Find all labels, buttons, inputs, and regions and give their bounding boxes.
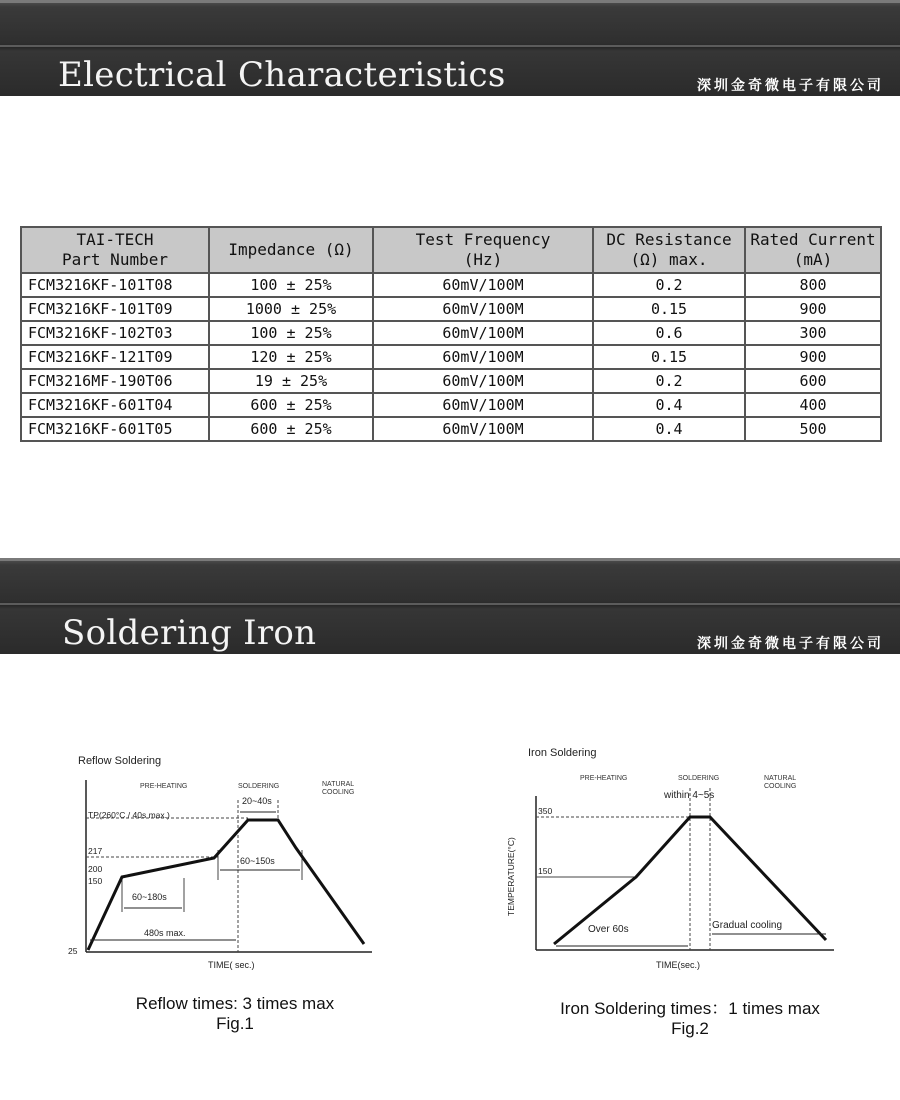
impedance-cell: 600 ± 25% (209, 393, 373, 417)
fig1-x-label: TIME( sec.) (208, 960, 255, 970)
electrical-characteristics-banner (0, 0, 900, 96)
fig1-caption (110, 994, 360, 1034)
table-row (21, 345, 881, 369)
fig2-phase-cooling-1: NATURAL (764, 775, 797, 782)
reflow-soldering-diagram (60, 740, 380, 980)
iron-soldering-diagram (500, 736, 840, 980)
fig2-phase-preheat: PRE-HEATING (580, 775, 628, 782)
test-frequency-cell: 60mV/100M (373, 345, 593, 369)
iron-profile-svg (500, 736, 840, 980)
dc-resistance-cell: 0.2 (593, 369, 745, 393)
part-number-cell: FCM3216MF-190T06 (21, 369, 209, 393)
fig1-tp-label: TP(260°C / 40s max.) (88, 810, 170, 820)
dc-resistance-cell: 0.15 (593, 345, 745, 369)
dc-resistance-cell: 0.15 (593, 297, 745, 321)
reflow-profile-svg (60, 740, 380, 980)
section-title: Soldering Iron (62, 613, 317, 653)
dc-resistance-cell: 0.4 (593, 393, 745, 417)
impedance-cell: 100 ± 25% (209, 321, 373, 345)
rated-current-cell: 600 (745, 369, 881, 393)
part-number-cell: FCM3216KF-101T09 (21, 297, 209, 321)
fig2-caption-line1: Iron Soldering times：1 times max (560, 999, 820, 1018)
table-row (21, 369, 881, 393)
fig2-150-label: 150 (538, 866, 553, 876)
fig2-gradual-label: Gradual cooling (712, 920, 783, 931)
part-number-cell: FCM3216KF-121T09 (21, 345, 209, 369)
test-frequency-cell: 60mV/100M (373, 321, 593, 345)
fig1-phase-cooling-2: COOLING (322, 789, 355, 796)
header-dc-resistance: DC Resistance (Ω) max. (593, 227, 745, 273)
fig1-heading: Reflow Soldering (78, 755, 162, 767)
part-number-cell: FCM3216KF-101T08 (21, 273, 209, 297)
electrical-spec-table (20, 226, 882, 442)
fig1-150-label: 150 (88, 876, 103, 886)
test-frequency-cell: 60mV/100M (373, 369, 593, 393)
rated-current-cell: 800 (745, 273, 881, 297)
fig2-350-label: 350 (538, 806, 553, 816)
fig1-phase-preheat: PRE-HEATING (140, 783, 188, 790)
dc-resistance-cell: 0.2 (593, 273, 745, 297)
rated-current-cell: 300 (745, 321, 881, 345)
soldering-iron-banner (0, 558, 900, 654)
table-row (21, 417, 881, 441)
table-row (21, 297, 881, 321)
fig2-within-label: within 4~5s (664, 790, 715, 801)
fig1-200-label: 200 (88, 864, 103, 874)
impedance-cell: 1000 ± 25% (209, 297, 373, 321)
section-title: Electrical Characteristics (58, 55, 506, 95)
test-frequency-cell: 60mV/100M (373, 417, 593, 441)
part-number-cell: FCM3216KF-601T04 (21, 393, 209, 417)
test-frequency-cell: 60mV/100M (373, 393, 593, 417)
company-name: 深圳金奇微电子有限公司 (697, 636, 884, 652)
fig1-60-150-label: 60~150s (240, 856, 275, 866)
fig2-phase-soldering: SOLDERING (678, 775, 720, 782)
fig1-caption-line1: Reflow times: 3 times max (135, 994, 335, 1013)
impedance-cell: 120 ± 25% (209, 345, 373, 369)
fig2-x-label: TIME(sec.) (656, 960, 700, 970)
header-part-number: TAI-TECH Part Number (21, 227, 209, 273)
table-row (21, 273, 881, 297)
fig2-caption (540, 994, 840, 1039)
fig1-25-label: 25 (68, 946, 78, 956)
fig1-480-label: 480s max. (144, 928, 186, 938)
header-test-frequency: Test Frequency (Hz) (373, 227, 593, 273)
part-number-cell: FCM3216KF-601T05 (21, 417, 209, 441)
fig1-20-40-label: 20~40s (242, 796, 272, 806)
table-row (21, 321, 881, 345)
header-impedance: Impedance (Ω) (209, 227, 373, 273)
impedance-cell: 19 ± 25% (209, 369, 373, 393)
fig1-phase-soldering: SOLDERING (238, 783, 280, 790)
rated-current-cell: 900 (745, 297, 881, 321)
table-header-row (21, 227, 881, 273)
test-frequency-cell: 60mV/100M (373, 273, 593, 297)
fig1-phase-cooling-1: NATURAL (322, 781, 355, 788)
fig2-over60-label: Over 60s (588, 924, 629, 935)
fig1-217-label: 217 (88, 846, 103, 856)
impedance-cell: 600 ± 25% (209, 417, 373, 441)
rated-current-cell: 900 (745, 345, 881, 369)
fig1-reflow-curve (88, 820, 364, 950)
fig1-caption-line2: Fig.1 (216, 1014, 254, 1033)
rated-current-cell: 400 (745, 393, 881, 417)
fig2-phase-cooling-2: COOLING (764, 783, 797, 790)
company-name: 深圳金奇微电子有限公司 (697, 78, 884, 94)
test-frequency-cell: 60mV/100M (373, 297, 593, 321)
dc-resistance-cell: 0.6 (593, 321, 745, 345)
table-row (21, 393, 881, 417)
dc-resistance-cell: 0.4 (593, 417, 745, 441)
rated-current-cell: 500 (745, 417, 881, 441)
fig2-caption-line2: Fig.2 (671, 1019, 709, 1038)
part-number-cell: FCM3216KF-102T03 (21, 321, 209, 345)
impedance-cell: 100 ± 25% (209, 273, 373, 297)
fig2-heading: Iron Soldering (528, 747, 597, 759)
fig1-60-180-label: 60~180s (132, 892, 167, 902)
fig2-y-label: TEMPERATURE(°C) (506, 837, 516, 916)
header-rated-current: Rated Current (mA) (745, 227, 881, 273)
